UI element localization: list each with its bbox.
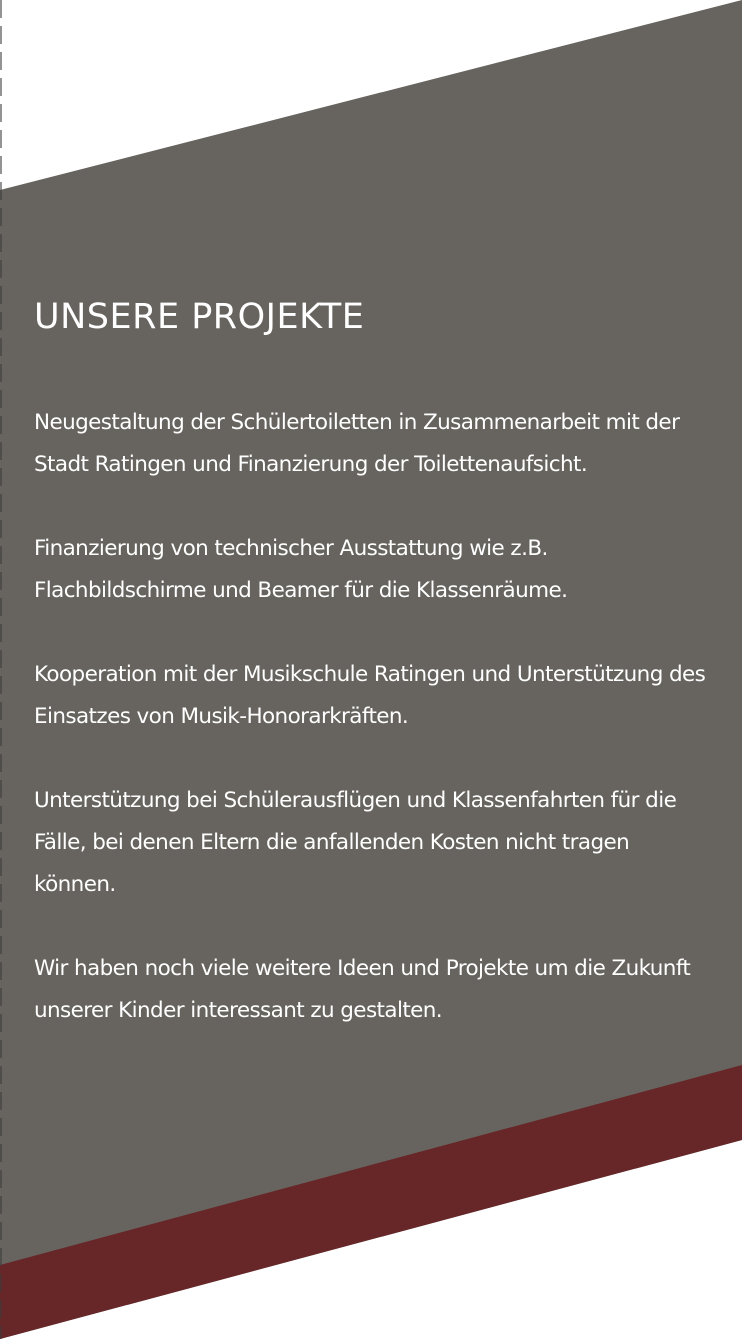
project-paragraph-1: Neugestaltung der Schülertoiletten in Zusammenarbeit mit der Stadt Ratingen und Finanzierung der Toilettenaufsicht.: [34, 410, 680, 477]
project-paragraph-4: Unterstützung bei Schülerausflügen und Klassenfahrten für die Fälle, bei denen Eltern die anfallenden Kosten nicht tragen können.: [34, 788, 677, 897]
projects-section: [34, 288, 714, 1074]
project-paragraph-5: Wir haben noch viele weitere Ideen und Projekte um die Zukunft unserer Kinder interessant zu gestalten.: [34, 956, 691, 1023]
project-paragraph-3: Kooperation mit der Musikschule Ratingen und Unterstützung des Einsatzes von Musik-Honorarkräften.: [34, 662, 706, 729]
section-heading: UNSERE PROJEKTE: [34, 297, 365, 337]
project-paragraph-2: Finanzierung von technischer Ausstattung wie z.B. Flachbildschirme und Beamer für die Klassenräume.: [34, 536, 568, 603]
left-edge-marks: [0, 0, 2, 1339]
